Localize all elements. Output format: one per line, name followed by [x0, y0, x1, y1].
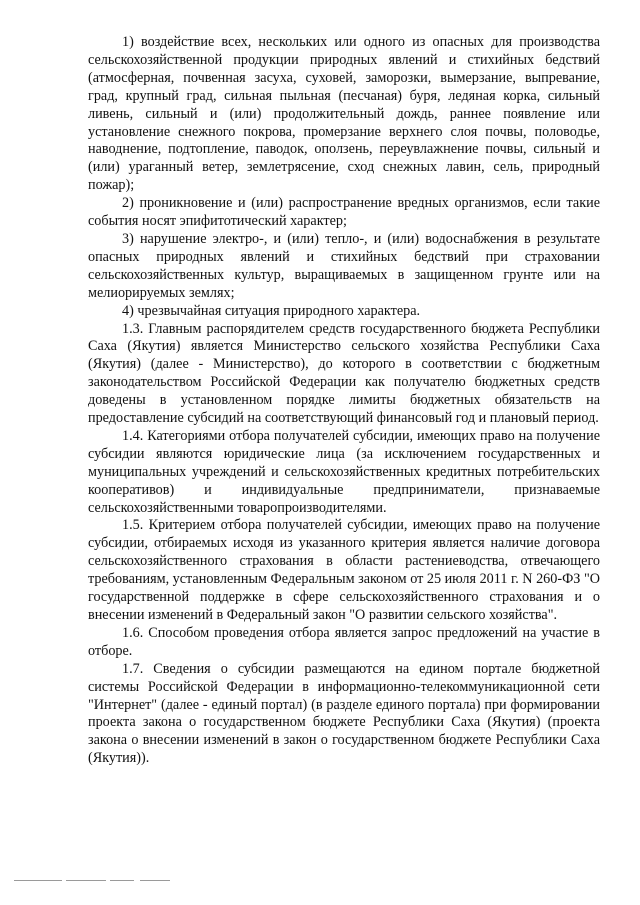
paragraph-hazard-list-2: 2) проникновение и (или) распространение вредных организмов, если такие события носят эпифитотический характер;: [88, 195, 600, 230]
paragraph-1-6: 1.6. Способом проведения отбора является запрос предложений на участие в отборе.: [88, 624, 600, 659]
paragraph-hazard-list-4: 4) чрезвычайная ситуация природного характера.: [122, 302, 421, 319]
paragraph-1-4: 1.4. Категориями отбора получателей субсидии, имеющих право на получение субсидии являются юридические лица (за исключением государственных и муниципальных учреждений и сельскохозяйственных кредитных потребительских кооперативов) и индивидуальные предприниматели, признаваемые сельскохозяйственными товаропроизводителями.: [88, 427, 600, 516]
document-page: [88, 34, 600, 768]
paragraph-hazard-list-1: 1) воздействие всех, нескольких или одного из опасных для производства сельскохозяйственной продукции природных явлений и стихийных бедствий (атмосферная, почвенная засуха, суховей, заморозки, вымерзание, выпревание, град, крупный град, сильная пыльная (песчаная) буря, ледяная корка, сильный ливень, сильный и (или) продолжительный дождь, раннее появление или установление снежного покрова, промерзание верхнего слоя почвы, половодье, наводнение, подтопление, паводок, оползень, переувлажнение почвы, сильный и (или) ураганный ветер, землетрясение, сход снежных лавин, сель, природный пожар);: [88, 34, 600, 194]
footer-divider: [66, 880, 106, 881]
paragraph-1-5: 1.5. Критерием отбора получателей субсидии, имеющих право на получение субсидии, отбираемых исходя из указанного критерия является наличие договора сельскохозяйственного страхования в области растениеводства, отвечающего требованиям, установленным Федеральным законом от 25 июля 2011 г. N 260-ФЗ "О государственной поддержке в сфере сельскохозяйственного страхования и о внесении изменений в Федеральный закон "О развитии сельского хозяйства".: [88, 517, 600, 623]
footer-divider: [140, 880, 170, 881]
footer-divider: [14, 880, 62, 881]
footer-divider: [110, 880, 134, 881]
paragraph-1-7: 1.7. Сведения о субсидии размещаются на едином портале бюджетной системы Российской Федерации в информационно-телекоммуникационной сети "Интернет" (далее - единый портал) (в разделе единого портала) при формировании проекта закона о государственном бюджете Республики Саха (Якутия) (проекта закона о внесении изменений в закон о государственном бюджете Республики Саха (Якутия)).: [88, 660, 600, 767]
paragraph-1-3: 1.3. Главным распорядителем средств государственного бюджета Республики Саха (Якутия) является Министерство сельского хозяйства Республики Саха (Якутия) (далее - Министерство), до которого в соответствии с бюджетным законодательством Российской Федерации как получателю бюджетных средств доведены в установленном порядке лимиты бюджетных обязательств на предоставление субсидий на соответствующий финансовый год и плановый период.: [88, 320, 600, 427]
paragraph-hazard-list-3: 3) нарушение электро-, и (или) тепло-, и (или) водоснабжения в результате опасных природных явлений и стихийных бедствий при страховании сельскохозяйственных культур, выращиваемых в защищенном грунте или на мелиорируемых землях;: [88, 230, 600, 301]
